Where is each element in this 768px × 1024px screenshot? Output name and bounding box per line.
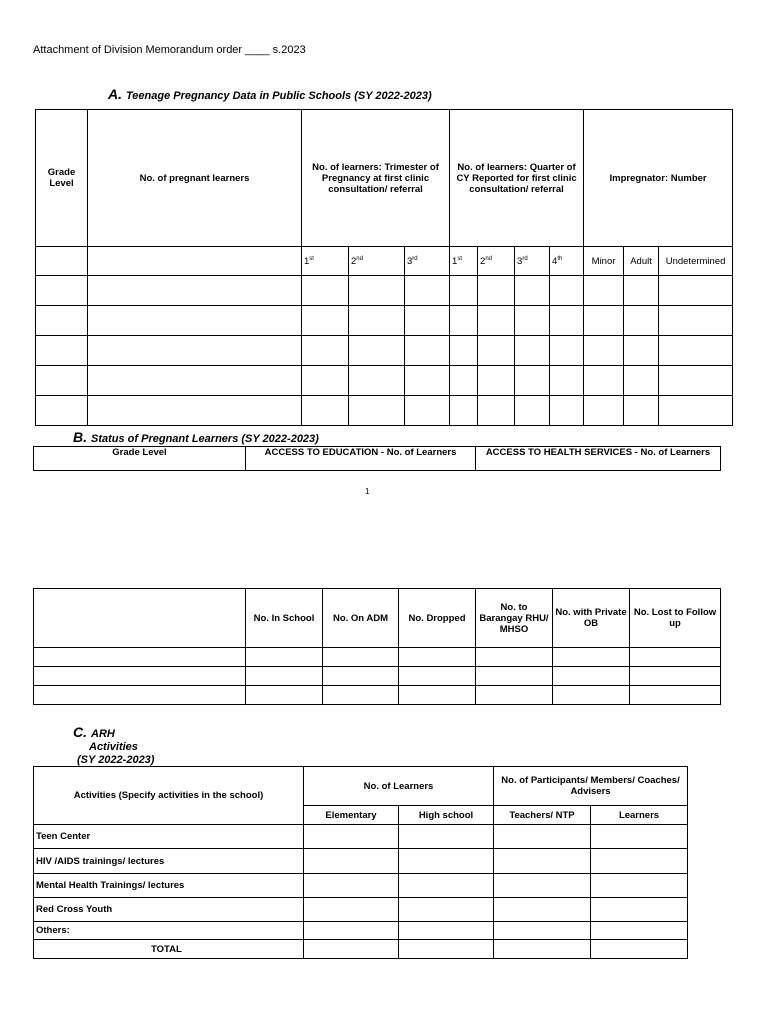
cell[interactable] <box>450 336 478 366</box>
cell[interactable] <box>553 667 630 686</box>
quarter-1-header: 1st <box>450 247 478 276</box>
cell[interactable] <box>450 306 478 336</box>
cell[interactable] <box>405 306 450 336</box>
cell[interactable] <box>584 396 624 426</box>
cell[interactable] <box>399 667 476 686</box>
cell[interactable] <box>405 396 450 426</box>
private-ob-header: No. with Private OB <box>553 589 630 648</box>
section-b-heading <box>73 429 319 447</box>
cell[interactable] <box>405 366 450 396</box>
cell[interactable] <box>630 686 721 705</box>
section-b-letter: B. <box>73 429 87 445</box>
cell[interactable] <box>659 366 733 396</box>
cell[interactable] <box>450 366 478 396</box>
cell[interactable] <box>659 306 733 336</box>
cell[interactable] <box>399 898 494 922</box>
cell[interactable] <box>515 366 550 396</box>
cell[interactable] <box>304 849 399 874</box>
cell[interactable] <box>302 336 349 366</box>
cell[interactable] <box>553 686 630 705</box>
cell[interactable] <box>494 825 591 849</box>
teachers-ntp-header: Teachers/ NTP <box>494 806 591 825</box>
cell[interactable] <box>302 276 349 306</box>
section-a-heading <box>108 86 432 104</box>
activity-row <box>34 825 688 849</box>
cell[interactable] <box>349 396 405 426</box>
cell[interactable] <box>302 396 349 426</box>
cell[interactable] <box>349 336 405 366</box>
cell[interactable] <box>450 396 478 426</box>
trimester-2-header: 2nd <box>349 247 405 276</box>
trimester-header: No. of learners: Trimester of Pregnancy at first clinic consultation/ referral <box>302 110 450 247</box>
cell[interactable] <box>630 667 721 686</box>
high-school-header: High school <box>399 806 494 825</box>
table-row <box>36 396 733 426</box>
cell[interactable] <box>36 336 88 366</box>
cell[interactable] <box>494 922 591 940</box>
cell[interactable] <box>624 396 659 426</box>
cell[interactable] <box>591 874 688 898</box>
status-header-table <box>33 446 721 471</box>
on-adm-header: No. On ADM <box>323 589 399 648</box>
section-a-title: Teenage Pregnancy Data in Public Schools (SY 2022-2023) <box>126 90 432 102</box>
attachment-header: Attachment of Division Memorandum order ____ s.2023 <box>33 44 306 56</box>
cell[interactable] <box>478 366 515 396</box>
section-c-title-line2: Activities <box>89 741 138 753</box>
access-education-header: ACCESS TO EDUCATION - No. of Learners <box>246 447 476 471</box>
minor-header: Minor <box>584 247 624 276</box>
quarter-header: No. of learners: Quarter of CY Reported for first clinic consultation/ referral <box>450 110 584 247</box>
impregnator-header: Impregnator: Number <box>584 110 733 247</box>
cell[interactable] <box>624 276 659 306</box>
cell[interactable] <box>584 276 624 306</box>
cell[interactable] <box>36 396 88 426</box>
activity-label: HIV /AIDS trainings/ lectures <box>34 849 304 874</box>
cell[interactable] <box>36 247 88 276</box>
quarter-2-header: 2nd <box>478 247 515 276</box>
cell[interactable] <box>88 247 302 276</box>
pregnant-learners-header: No. of pregnant learners <box>88 110 302 247</box>
cell[interactable] <box>624 336 659 366</box>
cell[interactable] <box>584 306 624 336</box>
activity-row <box>34 898 688 922</box>
cell[interactable] <box>591 922 688 940</box>
table-row <box>36 366 733 396</box>
section-c-title-line3: (SY 2022-2023) <box>77 754 155 766</box>
cell[interactable] <box>515 336 550 366</box>
cell[interactable] <box>349 276 405 306</box>
total-label: TOTAL <box>34 940 304 959</box>
cell[interactable] <box>88 336 302 366</box>
cell[interactable] <box>304 940 399 959</box>
cell[interactable] <box>88 366 302 396</box>
cell[interactable] <box>584 366 624 396</box>
cell[interactable] <box>323 648 399 667</box>
quarter-3-header: 3rd <box>515 247 550 276</box>
section-b-title: Status of Pregnant Learners (SY 2022-2023) <box>91 433 319 445</box>
cell[interactable] <box>349 306 405 336</box>
cell[interactable] <box>399 922 494 940</box>
cell[interactable] <box>630 648 721 667</box>
status-grade-header: Grade Level <box>34 447 246 471</box>
dropped-header: No. Dropped <box>399 589 476 648</box>
cell[interactable] <box>494 898 591 922</box>
access-health-header: ACCESS TO HEALTH SERVICES - No. of Learners <box>476 447 721 471</box>
cell[interactable] <box>399 849 494 874</box>
cell[interactable] <box>36 366 88 396</box>
cell[interactable] <box>323 686 399 705</box>
cell[interactable] <box>246 648 323 667</box>
cell[interactable] <box>88 276 302 306</box>
cell[interactable] <box>399 686 476 705</box>
cell[interactable] <box>302 306 349 336</box>
table-row <box>34 648 721 667</box>
table-row <box>34 686 721 705</box>
cell[interactable] <box>550 366 584 396</box>
section-c-letter: C. <box>73 724 87 740</box>
cell[interactable] <box>494 849 591 874</box>
cell[interactable] <box>550 336 584 366</box>
quarter-4-header: 4th <box>550 247 584 276</box>
cell[interactable] <box>550 396 584 426</box>
elementary-header: Elementary <box>304 806 399 825</box>
cell[interactable] <box>34 667 246 686</box>
activity-label: Others: <box>34 922 304 940</box>
activity-label: Teen Center <box>34 825 304 849</box>
activity-label: Mental Health Trainings/ lectures <box>34 874 304 898</box>
cell[interactable] <box>450 276 478 306</box>
cell[interactable] <box>584 336 624 366</box>
cell[interactable] <box>476 686 553 705</box>
cell[interactable] <box>591 849 688 874</box>
cell[interactable] <box>88 396 302 426</box>
cell[interactable] <box>34 686 246 705</box>
cell[interactable] <box>553 648 630 667</box>
no-of-learners-header: No. of Learners <box>304 767 494 806</box>
cell[interactable] <box>659 336 733 366</box>
activity-row <box>34 874 688 898</box>
section-c-title-line1: ARH <box>91 728 115 740</box>
participants-header: No. of Participants/ Members/ Coaches/ Advisers <box>494 767 688 806</box>
barangay-rhu-header: No. to Barangay RHU/ MHSO <box>476 589 553 648</box>
table-row <box>36 276 733 306</box>
table-row <box>34 667 721 686</box>
learners-header: Learners <box>591 806 688 825</box>
cell[interactable] <box>624 366 659 396</box>
cell[interactable] <box>399 874 494 898</box>
cell[interactable] <box>304 922 399 940</box>
cell[interactable] <box>624 306 659 336</box>
total-row <box>34 940 688 959</box>
activity-label: Red Cross Youth <box>34 898 304 922</box>
cell[interactable] <box>399 825 494 849</box>
cell[interactable] <box>246 667 323 686</box>
table-row <box>36 306 733 336</box>
cell[interactable] <box>323 667 399 686</box>
lost-follow-up-header: No. Lost to Follow up <box>630 589 721 648</box>
cell[interactable] <box>399 940 494 959</box>
cell[interactable] <box>494 874 591 898</box>
cell[interactable] <box>302 366 349 396</box>
cell[interactable] <box>515 306 550 336</box>
cell[interactable] <box>591 825 688 849</box>
cell[interactable] <box>550 306 584 336</box>
cell[interactable] <box>246 686 323 705</box>
section-a-letter: A. <box>108 86 122 102</box>
cell[interactable] <box>476 648 553 667</box>
cell[interactable] <box>478 276 515 306</box>
table-row <box>36 336 733 366</box>
cell[interactable] <box>591 898 688 922</box>
cell[interactable] <box>591 940 688 959</box>
page-number: 1 <box>365 487 370 496</box>
activities-header: Activities (Specify activities in the school) <box>34 767 304 825</box>
cell[interactable] <box>88 306 302 336</box>
cell[interactable] <box>349 366 405 396</box>
cell[interactable] <box>659 396 733 426</box>
cell[interactable] <box>304 874 399 898</box>
cell[interactable] <box>405 336 450 366</box>
cell[interactable] <box>478 306 515 336</box>
cell[interactable] <box>515 276 550 306</box>
arh-activities-table <box>33 766 688 959</box>
trimester-1-header: 1st <box>302 247 349 276</box>
in-school-header: No. In School <box>246 589 323 648</box>
cell[interactable] <box>476 667 553 686</box>
teenage-pregnancy-table <box>35 109 733 426</box>
cell[interactable] <box>515 396 550 426</box>
cell[interactable] <box>494 940 591 959</box>
cell[interactable] <box>399 648 476 667</box>
grade-level-header: Grade Level <box>36 110 88 247</box>
cell[interactable] <box>34 648 246 667</box>
activity-row <box>34 922 688 940</box>
cell[interactable] <box>36 306 88 336</box>
cell[interactable] <box>550 276 584 306</box>
cell[interactable] <box>478 336 515 366</box>
cell[interactable] <box>304 825 399 849</box>
section-c-heading <box>73 726 154 767</box>
adult-header: Adult <box>624 247 659 276</box>
status-counts-table <box>33 588 721 705</box>
cell[interactable] <box>304 898 399 922</box>
cell[interactable] <box>405 276 450 306</box>
cell[interactable] <box>36 276 88 306</box>
cell[interactable] <box>659 276 733 306</box>
activity-row <box>34 849 688 874</box>
undetermined-header: Undetermined <box>659 247 733 276</box>
cell[interactable] <box>478 396 515 426</box>
trimester-3-header: 3rd <box>405 247 450 276</box>
status-blank-header <box>34 589 246 648</box>
